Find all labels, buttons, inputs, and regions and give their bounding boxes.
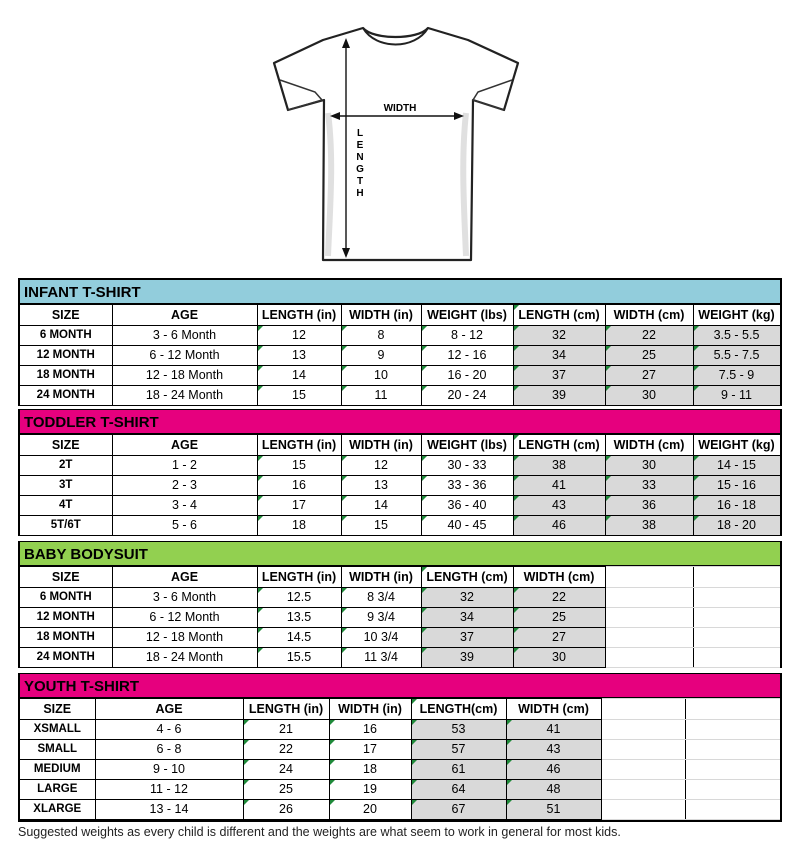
table-row [20,516,780,536]
table-cell: 6 - 12 Month [112,608,257,628]
cell-note-marker [330,760,335,765]
table-cell: 21 [243,720,329,740]
table-cell: 30 - 33 [421,456,513,476]
empty-cell [685,780,780,800]
cell-note-marker [507,760,512,765]
table-cell: 25 [605,346,693,366]
table-cell: 34 [513,346,605,366]
table-cell: 6 - 12 Month [112,346,257,366]
cell-note-marker [342,608,347,613]
column-header: WEIGHT (kg) [693,305,780,326]
size-cell: XSMALL [20,720,95,740]
empty-cell [605,648,693,668]
cell-note-marker [258,628,263,633]
column-header: LENGTH(cm) [411,699,506,720]
table-row [20,780,780,800]
cell-note-marker [258,648,263,653]
table-row [20,496,780,516]
table-cell: 64 [411,780,506,800]
table-cell: 16 [329,720,411,740]
cell-note-marker [514,366,519,371]
cell-note-marker [422,648,427,653]
table-cell: 15 [257,456,341,476]
size-cell: 2T [20,456,112,476]
column-header: WEIGHT (lbs) [421,435,513,456]
table-cell: 48 [506,780,601,800]
cell-note-marker [244,740,249,745]
cell-note-marker [606,326,611,331]
cell-note-marker [606,476,611,481]
table-cell: 40 - 45 [421,516,513,536]
cell-note-marker [507,800,512,805]
column-header: WIDTH (cm) [513,567,605,588]
table-cell: 2 - 3 [112,476,257,496]
header-row [20,305,780,326]
table-cell: 20 [329,800,411,820]
table-row [20,628,780,648]
column-header: WIDTH (in) [341,435,421,456]
table-cell: 37 [513,366,605,386]
cell-note-marker [258,608,263,613]
empty-cell [605,567,693,588]
cell-note-marker [244,800,249,805]
length-label: LENGTH [354,128,366,200]
cell-note-marker [412,780,417,785]
table-row [20,326,780,346]
empty-cell [601,699,685,720]
table-cell: 57 [411,740,506,760]
cell-note-marker [514,476,519,481]
cell-note-marker [258,346,263,351]
table-cell: 11 3/4 [341,648,421,668]
cell-note-marker [412,800,417,805]
cell-note-marker [342,366,347,371]
header-row [20,567,780,588]
table-cell: 16 - 20 [421,366,513,386]
table-cell: 30 [605,386,693,406]
table-row [20,346,780,366]
cell-note-marker [694,496,699,501]
cell-note-marker [694,366,699,371]
toddler-title: TODDLER T-SHIRT [20,410,780,434]
size-cell: 4T [20,496,112,516]
table-cell: 15 - 16 [693,476,780,496]
cell-note-marker [342,648,347,653]
empty-cell [601,800,685,820]
bodysuit-title: BABY BODYSUIT [20,542,780,566]
cell-note-marker [606,496,611,501]
table-cell: 12 [341,456,421,476]
table-cell: 17 [257,496,341,516]
table-cell: 22 [605,326,693,346]
table-cell: 36 [605,496,693,516]
cell-note-marker [514,435,519,440]
cell-note-marker [258,386,263,391]
column-header: LENGTH (cm) [421,567,513,588]
table-cell: 13 - 14 [95,800,243,820]
bodysuit-section [18,541,782,668]
table-cell: 1 - 2 [112,456,257,476]
table-cell: 8 [341,326,421,346]
column-header: WEIGHT (lbs) [421,305,513,326]
cell-note-marker [422,588,427,593]
table-cell: 15 [257,386,341,406]
cell-note-marker [342,516,347,521]
column-header: WIDTH (cm) [605,305,693,326]
table-cell: 67 [411,800,506,820]
table-cell: 36 - 40 [421,496,513,516]
cell-note-marker [694,456,699,461]
table-cell: 9 - 11 [693,386,780,406]
size-cell: 5T/6T [20,516,112,536]
cell-note-marker [330,800,335,805]
column-header: LENGTH (in) [257,567,341,588]
cell-note-marker [422,386,427,391]
table-cell: 5 - 6 [112,516,257,536]
cell-note-marker [606,386,611,391]
column-header: WIDTH (cm) [605,435,693,456]
cell-note-marker [342,456,347,461]
column-header: LENGTH (cm) [513,435,605,456]
size-cell: LARGE [20,780,95,800]
table-cell: 3 - 4 [112,496,257,516]
table-cell: 43 [513,496,605,516]
cell-note-marker [514,648,519,653]
column-header: WIDTH (in) [329,699,411,720]
table-cell: 10 3/4 [341,628,421,648]
table-cell: 14 [257,366,341,386]
cell-note-marker [422,346,427,351]
right-body-shade [463,113,466,256]
table-cell: 9 - 10 [95,760,243,780]
tshirt-outline [274,28,518,260]
table-cell: 51 [506,800,601,820]
table-cell: 17 [329,740,411,760]
table-cell: 4 - 6 [95,720,243,740]
column-header: AGE [112,305,257,326]
cell-note-marker [244,780,249,785]
cell-note-marker [514,628,519,633]
table-cell: 33 [605,476,693,496]
table-cell: 25 [243,780,329,800]
table-cell: 14 [341,496,421,516]
table-cell: 43 [506,740,601,760]
size-cell: MEDIUM [20,760,95,780]
size-cell: 24 MONTH [20,648,112,668]
column-header: LENGTH (in) [257,435,341,456]
cell-note-marker [342,476,347,481]
column-header: SIZE [20,435,112,456]
size-cell: SMALL [20,740,95,760]
table-cell: 6 - 8 [95,740,243,760]
size-cell: 18 MONTH [20,628,112,648]
cell-note-marker [514,516,519,521]
width-label: WIDTH [383,103,417,114]
table-cell: 26 [243,800,329,820]
cell-note-marker [606,346,611,351]
table-cell: 18 [329,760,411,780]
table-row [20,366,780,386]
table-cell: 53 [411,720,506,740]
size-cell: 6 MONTH [20,326,112,346]
left-body-shade [328,113,331,256]
empty-cell [693,567,780,588]
table-row [20,740,780,760]
table-cell: 11 [341,386,421,406]
cell-note-marker [258,588,263,593]
column-header: AGE [112,435,257,456]
cell-note-marker [694,326,699,331]
cell-note-marker [507,780,512,785]
table-cell: 8 - 12 [421,326,513,346]
column-header: LENGTH (cm) [513,305,605,326]
cell-note-marker [514,456,519,461]
cell-note-marker [422,516,427,521]
table-cell: 12.5 [257,588,341,608]
table-cell: 19 [329,780,411,800]
column-header: AGE [95,699,243,720]
cell-note-marker [412,720,417,725]
table-cell: 15.5 [257,648,341,668]
column-header: AGE [112,567,257,588]
column-header: WIDTH (in) [341,305,421,326]
table-row [20,456,780,476]
table-cell: 5.5 - 7.5 [693,346,780,366]
cell-note-marker [422,366,427,371]
cell-note-marker [330,720,335,725]
size-cell: 18 MONTH [20,366,112,386]
table-cell: 10 [341,366,421,386]
cell-note-marker [422,496,427,501]
table-cell: 11 - 12 [95,780,243,800]
table-row [20,760,780,780]
table-cell: 15 [341,516,421,536]
empty-cell [693,608,780,628]
column-header: SIZE [20,567,112,588]
column-header: SIZE [20,305,112,326]
empty-cell [685,740,780,760]
cell-note-marker [606,366,611,371]
cell-note-marker [342,588,347,593]
table-row [20,608,780,628]
table-cell: 20 - 24 [421,386,513,406]
table-cell: 12 - 18 Month [112,366,257,386]
table-cell: 18 [257,516,341,536]
table-cell: 27 [605,366,693,386]
table-cell: 38 [513,456,605,476]
cell-note-marker [258,326,263,331]
table-cell: 18 - 24 Month [112,648,257,668]
table-cell: 18 - 20 [693,516,780,536]
table-cell: 46 [506,760,601,780]
cell-note-marker [258,476,263,481]
table-cell: 33 - 36 [421,476,513,496]
size-cell: 24 MONTH [20,386,112,406]
table-row [20,720,780,740]
table-cell: 14.5 [257,628,341,648]
table-cell: 16 [257,476,341,496]
cell-note-marker [342,386,347,391]
table-row [20,800,780,820]
cell-note-marker [422,476,427,481]
size-cell: 3T [20,476,112,496]
cell-note-marker [258,456,263,461]
toddler-section [18,409,782,536]
infant-section [18,278,782,406]
table-cell: 13 [257,346,341,366]
table-cell: 30 [605,456,693,476]
table-cell: 30 [513,648,605,668]
column-header: LENGTH (in) [243,699,329,720]
size-cell: 12 MONTH [20,608,112,628]
cell-note-marker [258,496,263,501]
table-cell: 16 - 18 [693,496,780,516]
cell-note-marker [507,720,512,725]
cell-note-marker [244,760,249,765]
cell-note-marker [606,456,611,461]
cell-note-marker [412,699,417,704]
table-cell: 46 [513,516,605,536]
table-cell: 3.5 - 5.5 [693,326,780,346]
cell-note-marker [258,516,263,521]
table-cell: 32 [421,588,513,608]
empty-cell [605,608,693,628]
cell-note-marker [422,326,427,331]
cell-note-marker [330,740,335,745]
cell-note-marker [258,366,263,371]
table-row [20,588,780,608]
table-cell: 37 [421,628,513,648]
table-cell: 39 [421,648,513,668]
cell-note-marker [422,628,427,633]
cell-note-marker [342,496,347,501]
cell-note-marker [342,326,347,331]
table-cell: 38 [605,516,693,536]
tshirt-diagram [268,18,522,266]
infant-title: INFANT T-SHIRT [20,280,780,304]
table-cell: 9 3/4 [341,608,421,628]
column-header: SIZE [20,699,95,720]
cell-note-marker [694,516,699,521]
column-header: LENGTH (in) [257,305,341,326]
footnote: Suggested weights as every child is different and the weights are what seem to work in general for most kids. [18,825,621,839]
header-row [20,699,780,720]
cell-note-marker [514,326,519,331]
cell-note-marker [412,760,417,765]
table-cell: 12 - 18 Month [112,628,257,648]
cell-note-marker [412,740,417,745]
empty-cell [693,628,780,648]
cell-note-marker [330,780,335,785]
table-cell: 13 [341,476,421,496]
empty-cell [685,760,780,780]
table-cell: 22 [243,740,329,760]
cell-note-marker [694,386,699,391]
table-cell: 41 [506,720,601,740]
cell-note-marker [514,588,519,593]
empty-cell [601,720,685,740]
table-row [20,476,780,496]
empty-cell [693,588,780,608]
cell-note-marker [244,720,249,725]
cell-note-marker [422,567,427,572]
cell-note-marker [342,628,347,633]
cell-note-marker [422,456,427,461]
table-cell: 41 [513,476,605,496]
empty-cell [605,628,693,648]
table-cell: 8 3/4 [341,588,421,608]
table-cell: 14 - 15 [693,456,780,476]
table-cell: 22 [513,588,605,608]
header-row [20,435,780,456]
table-cell: 32 [513,326,605,346]
table-row [20,648,780,668]
empty-cell [693,648,780,668]
youth-section [18,673,782,822]
size-cell: 12 MONTH [20,346,112,366]
table-cell: 34 [421,608,513,628]
table-cell: 61 [411,760,506,780]
bodysuit-table [20,566,780,668]
table-cell: 3 - 6 Month [112,588,257,608]
empty-cell [605,588,693,608]
table-cell: 27 [513,628,605,648]
empty-cell [601,760,685,780]
table-cell: 9 [341,346,421,366]
infant-table [20,304,781,406]
empty-cell [685,720,780,740]
cell-note-marker [342,346,347,351]
column-header: WIDTH (cm) [506,699,601,720]
cell-note-marker [514,346,519,351]
cell-note-marker [514,386,519,391]
cell-note-marker [694,476,699,481]
cell-note-marker [514,496,519,501]
cell-note-marker [514,608,519,613]
empty-cell [685,800,780,820]
empty-cell [685,699,780,720]
table-row [20,386,780,406]
size-cell: 6 MONTH [20,588,112,608]
youth-table [20,698,780,820]
size-cell: XLARGE [20,800,95,820]
empty-cell [601,780,685,800]
table-cell: 39 [513,386,605,406]
cell-note-marker [507,740,512,745]
table-cell: 12 - 16 [421,346,513,366]
table-cell: 25 [513,608,605,628]
toddler-table [20,434,781,536]
table-cell: 12 [257,326,341,346]
youth-title: YOUTH T-SHIRT [20,674,780,698]
cell-note-marker [514,305,519,310]
table-cell: 3 - 6 Month [112,326,257,346]
table-cell: 18 - 24 Month [112,386,257,406]
empty-cell [601,740,685,760]
cell-note-marker [422,608,427,613]
table-cell: 13.5 [257,608,341,628]
table-cell: 24 [243,760,329,780]
column-header: WEIGHT (kg) [693,435,780,456]
table-cell: 7.5 - 9 [693,366,780,386]
column-header: WIDTH (in) [341,567,421,588]
cell-note-marker [606,516,611,521]
cell-note-marker [694,346,699,351]
